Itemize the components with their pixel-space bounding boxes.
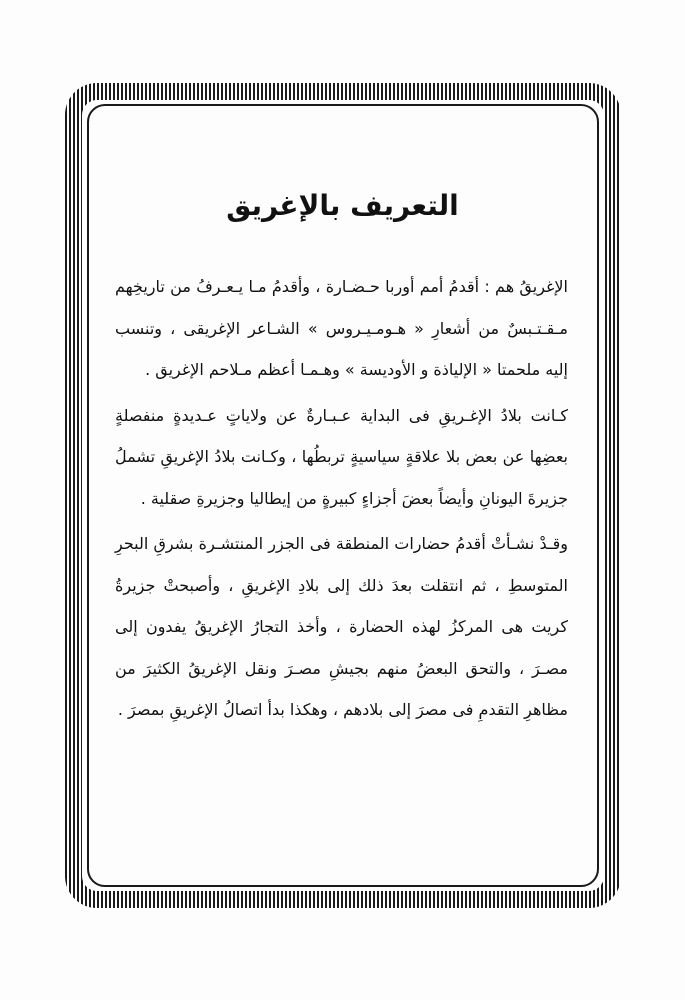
body-text bbox=[115, 266, 568, 731]
paragraph-2: كـانت بلادُ الإغـريقِ فى البداية عـبـارةٌ عن ولاياتٍ عـديدةٍ منفصلةٍ بعضِها عن بعض بلا علاقةٍ سياسيةٍ تربطُها ، وكـانت بلادُ الإغريقِ تشملُ جزيرةَ اليونانِ وأيضاً بعضَ أجزاءٍ كبيرةٍ من إيطاليا وجزيرةِ صقلية . bbox=[115, 405, 568, 508]
paragraph-3: وقـدْ نشـأتْ أقدمُ حضارات المنطقة فى الجزر المنتشـرة بشرقِ البحرِ المتوسطِ ، ثم انتقلت بعدَ ذلك إلى بلادِ الإغريقِ ، وأصبحتْ جزيرةُ كريت هى المركزُ لهذه الحضارة ، وأخذ التجارُ الإغريقُ يفدون إلى مصـرَ ، والتحق البعضُ منهم بجيشِ مصـرَ ونقل الإغريقُ الكثيرَ من مظاهرِ التقدمِ فى مصرَ إلى بلادهم ، وهكذا بدأ اتصالُ الإغريقِ بمصرَ . bbox=[115, 534, 568, 719]
page-title: التعريف بالإغريق bbox=[226, 189, 459, 222]
paragraph-1: الإغريقُ هم : أقدمُ أمم أوربا حـضـارة ، وأقدمُ مـا يـعـرفُ من تاريخِهم مـقـتـبسٌ من أشعارِ « هـومـيـروس » الشـاعر الإغريقى ، وتنسب إليه ملحمتا « الإلياذة و الأوديسة » وهـمـا أعظم مـلاحم الإغريق . bbox=[115, 277, 568, 379]
